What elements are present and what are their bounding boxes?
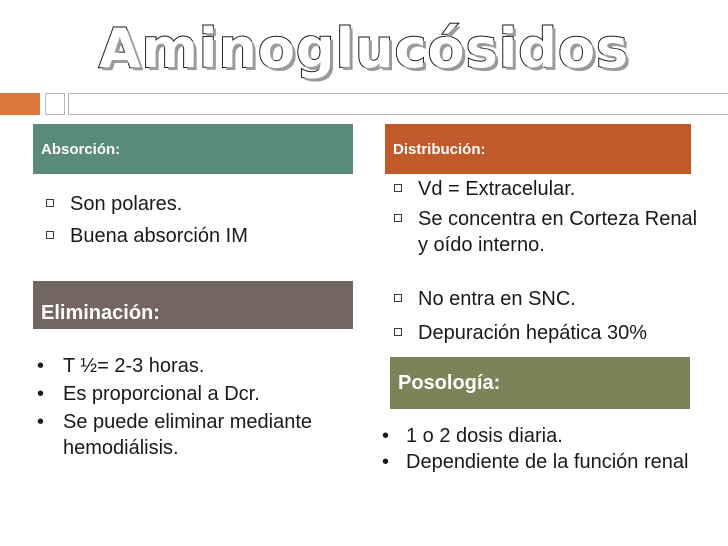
- list-item-text: Son polares.: [70, 193, 183, 215]
- distribucion-list: [388, 176, 698, 262]
- square-bullet-icon: [394, 328, 402, 336]
- list-item-text: Se concentra en Corteza Renal y oído interno.: [418, 208, 698, 256]
- list-item-text: Buena absorción IM: [70, 225, 248, 247]
- list-item-text: Dependiente de la función renal: [406, 451, 689, 473]
- square-bullet-icon: [46, 231, 54, 239]
- square-bullet-icon: [394, 184, 402, 192]
- list-item-text: Vd = Extracelular.: [418, 178, 576, 200]
- slide-title: Aminoglucósidos: [98, 17, 630, 80]
- list-item: [378, 423, 708, 449]
- list-item: [388, 176, 698, 202]
- list-item: [33, 381, 363, 407]
- eliminacion-header: Eliminación:: [33, 281, 353, 329]
- accent-band: [0, 93, 40, 115]
- list-item: [388, 206, 698, 258]
- posologia-list: [378, 423, 708, 475]
- absorcion-list: [40, 191, 350, 255]
- list-item-text: Se puede eliminar mediante hemodiálisis.: [63, 411, 313, 459]
- dot-bullet-icon: •: [382, 451, 390, 473]
- list-item: [40, 223, 350, 249]
- list-item-text: T ½= 2-3 horas.: [63, 355, 205, 377]
- list-item-text: Depuración hepática 30%: [418, 322, 648, 344]
- list-item: [33, 409, 363, 461]
- absorcion-header: Absorción:: [33, 124, 353, 174]
- distribucion-list-overflow: [388, 288, 698, 357]
- decor-square: [45, 93, 65, 115]
- list-item: [388, 320, 698, 346]
- list-item: [40, 191, 350, 217]
- list-item: [378, 449, 708, 475]
- list-item: [388, 288, 698, 312]
- list-item: [33, 353, 363, 379]
- distribucion-header: Distribución:: [385, 124, 691, 174]
- square-bullet-icon: [394, 294, 402, 302]
- list-item-text: No entra en SNC.: [418, 288, 576, 310]
- dot-bullet-icon: •: [37, 383, 45, 405]
- dot-bullet-icon: •: [382, 425, 390, 447]
- square-bullet-icon: [46, 199, 54, 207]
- eliminacion-list: [33, 353, 363, 463]
- posologia-header: Posología:: [390, 357, 690, 409]
- distribucion-list-continued: [388, 288, 698, 346]
- square-bullet-icon: [394, 214, 402, 222]
- dot-bullet-icon: •: [37, 355, 45, 377]
- list-item-text: Es proporcional a Dcr.: [63, 383, 260, 405]
- dot-bullet-icon: •: [37, 411, 45, 433]
- decor-bar: [68, 93, 728, 115]
- list-item-text: 1 o 2 dosis diaria.: [406, 425, 563, 447]
